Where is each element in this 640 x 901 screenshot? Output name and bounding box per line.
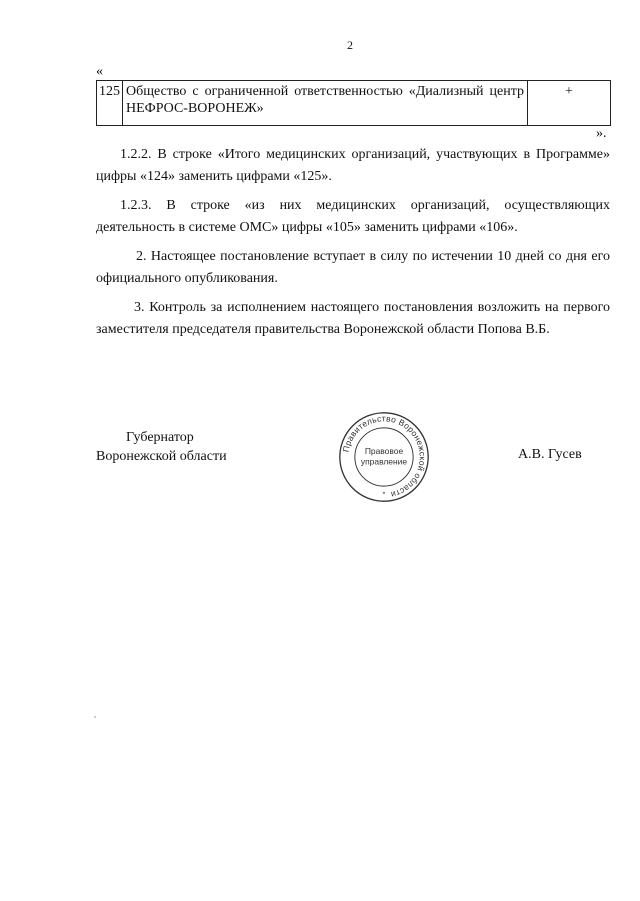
signatory-title-line1: Губернатор	[126, 430, 194, 445]
signatory-title-line2: Воронежской области	[96, 449, 227, 464]
participation-mark: +	[528, 81, 611, 126]
scan-speck	[94, 716, 96, 718]
opening-quote: «	[96, 64, 103, 79]
paragraph-2: 2. Настоящее постановление вступает в силу по истечении 10 дней со дня его официального опубликования.	[96, 249, 610, 286]
page-number: 2	[347, 38, 353, 52]
stamp-inner-line1: Правовое	[364, 446, 404, 457]
stamp-inner-line2: управление	[360, 456, 408, 467]
row-number: 125	[97, 81, 123, 126]
signature-block	[96, 428, 227, 466]
closing-quote: ».	[596, 126, 607, 141]
organization-name: Общество с ограниченной ответственностью «Диализный центр НЕФРОС-ВОРОНЕЖ»	[123, 81, 528, 126]
table-row	[97, 81, 611, 126]
paragraph-1-2-2: 1.2.2. В строке «Итого медицинских организаций, участвующих в Программе» цифры «124» заменить цифрами «125».	[96, 147, 610, 184]
stamp-outer-text: Правительство Воронежской области	[340, 413, 428, 501]
signatory-name: А.В. Гусев	[518, 447, 582, 462]
paragraph-3: 3. Контроль за исполнением настоящего постановления возложить на первого заместителя председателя правительства Воронежской области Попова В.Б.	[96, 300, 610, 337]
official-stamp-icon	[337, 410, 431, 504]
paragraph-1-2-3: 1.2.3. В строке «из них медицинских организаций, осуществляющих деятельность в системе ОМС» цифры «105» заменить цифрами «106».	[96, 198, 610, 235]
stamp-star: *	[382, 489, 386, 499]
organization-table	[96, 80, 611, 126]
